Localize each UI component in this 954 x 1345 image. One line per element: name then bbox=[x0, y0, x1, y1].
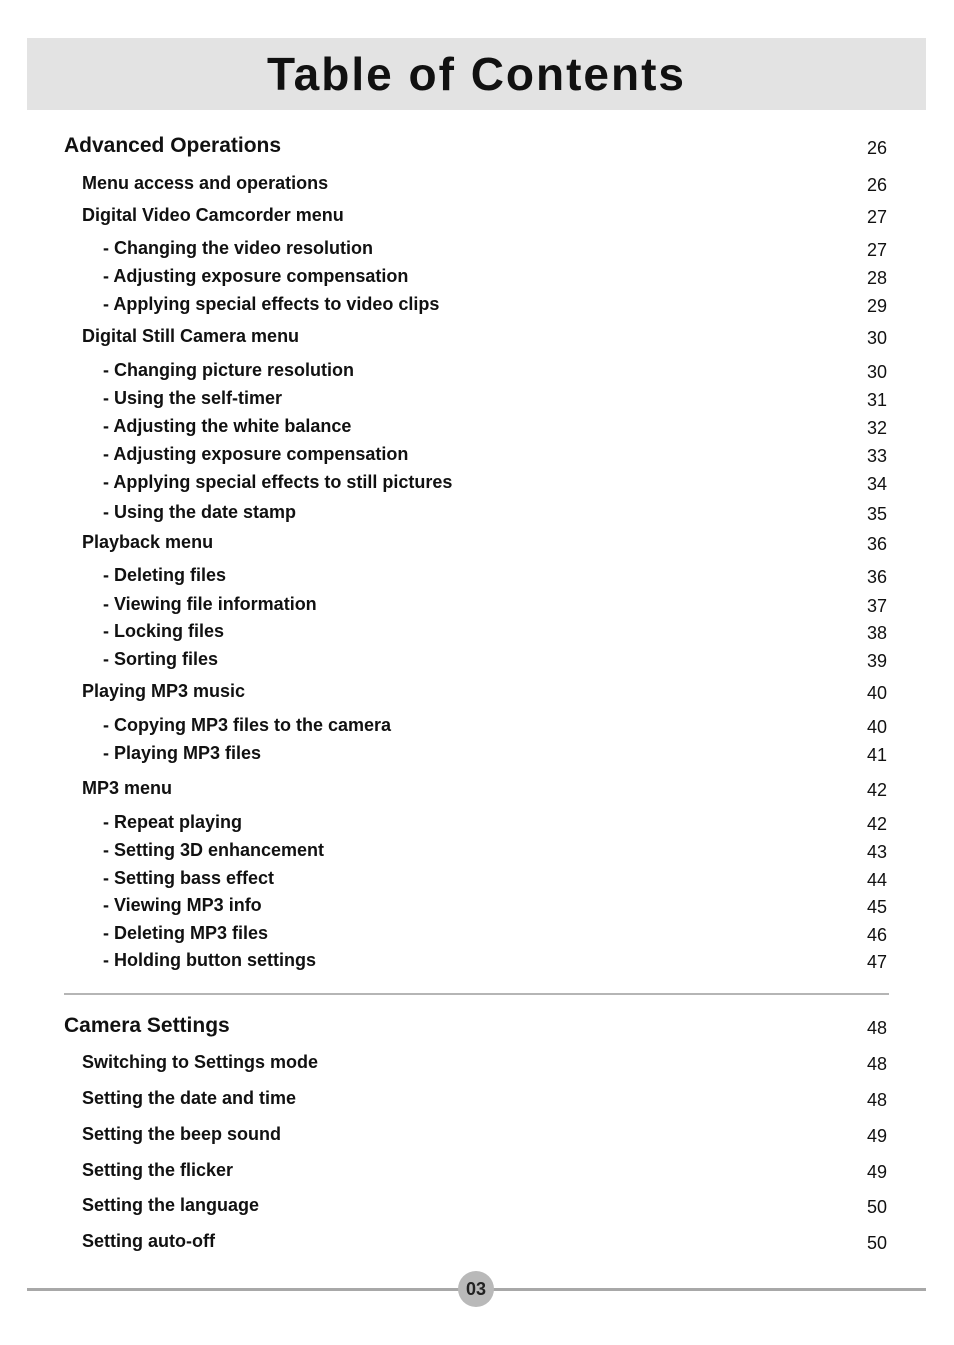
toc-subentry[interactable] bbox=[0, 812, 954, 838]
section-divider bbox=[64, 993, 889, 995]
toc-page-number: 36 bbox=[866, 534, 887, 554]
toc-subentry[interactable] bbox=[0, 472, 954, 498]
page-number-badge: 03 bbox=[458, 1271, 494, 1307]
toc-entry[interactable] bbox=[0, 681, 954, 707]
toc-entry[interactable] bbox=[0, 532, 954, 558]
toc-entry-label: Digital Still Camera menu bbox=[82, 326, 300, 346]
toc-entry-label: - Sorting files bbox=[103, 649, 219, 669]
toc-page-number: 50 bbox=[866, 1197, 887, 1217]
toc-entry-label: - Copying MP3 files to the camera bbox=[103, 715, 392, 735]
toc-page-number: 44 bbox=[866, 870, 887, 890]
toc-page-number: 26 bbox=[866, 138, 887, 158]
toc-page-number: 50 bbox=[866, 1233, 887, 1253]
toc-page-number: 36 bbox=[866, 567, 887, 587]
toc-subentry[interactable] bbox=[0, 895, 954, 921]
toc-page-number: 42 bbox=[866, 780, 887, 800]
page-title: Table of Contents bbox=[266, 48, 687, 100]
toc-page-number: 27 bbox=[866, 240, 887, 260]
toc-entry[interactable] bbox=[0, 173, 954, 199]
toc-page-number: 29 bbox=[866, 296, 887, 316]
toc-entry[interactable] bbox=[0, 1052, 954, 1078]
toc-page-number: 40 bbox=[866, 683, 887, 703]
toc-page-number: 30 bbox=[866, 362, 887, 382]
toc-subentry[interactable] bbox=[0, 416, 954, 442]
toc-entry-label: - Adjusting exposure compensation bbox=[103, 266, 409, 286]
toc-page-number: 49 bbox=[866, 1126, 887, 1146]
toc-page-number: 26 bbox=[866, 175, 887, 195]
toc-entry-label: Digital Video Camcorder menu bbox=[82, 205, 344, 225]
toc-subentry[interactable] bbox=[0, 565, 954, 591]
toc-subentry[interactable] bbox=[0, 649, 954, 675]
toc-entry-label: Playback menu bbox=[82, 532, 214, 552]
toc-subentry[interactable] bbox=[0, 444, 954, 470]
toc-entry-label: Setting the language bbox=[82, 1195, 260, 1215]
toc-page-number: 30 bbox=[866, 328, 887, 348]
toc-entry-label: - Adjusting the white balance bbox=[103, 416, 352, 436]
toc-page-number: 46 bbox=[866, 925, 887, 945]
toc-page-number: 38 bbox=[866, 623, 887, 643]
toc-page-number: 41 bbox=[866, 745, 887, 765]
toc-page-number: 35 bbox=[866, 504, 887, 524]
toc-section-heading[interactable] bbox=[0, 1016, 954, 1042]
toc-page-number: 39 bbox=[866, 651, 887, 671]
toc-page-number: 43 bbox=[866, 842, 887, 862]
toc-subentry[interactable] bbox=[0, 621, 954, 647]
toc-entry[interactable] bbox=[0, 1231, 954, 1257]
toc-subentry[interactable] bbox=[0, 923, 954, 949]
toc-entry[interactable] bbox=[0, 1088, 954, 1114]
toc-subentry[interactable] bbox=[0, 266, 954, 292]
toc-subentry[interactable] bbox=[0, 360, 954, 386]
toc-page-number: 34 bbox=[866, 474, 887, 494]
toc-entry-label: - Using the self-timer bbox=[103, 388, 283, 408]
toc-subentry[interactable] bbox=[0, 868, 954, 894]
toc-subentry[interactable] bbox=[0, 840, 954, 866]
toc-entry-label: Camera Settings bbox=[64, 1014, 230, 1037]
toc-entry-label: - Viewing file information bbox=[103, 594, 317, 614]
toc-entry[interactable] bbox=[0, 1160, 954, 1186]
toc-subentry[interactable] bbox=[0, 294, 954, 320]
toc-subentry[interactable] bbox=[0, 950, 954, 976]
toc-page-number: 48 bbox=[866, 1090, 887, 1110]
toc-page-number: 37 bbox=[866, 596, 887, 616]
toc-entry-label: - Using the date stamp bbox=[103, 502, 297, 522]
toc-entry[interactable] bbox=[0, 1195, 954, 1221]
toc-page-number: 45 bbox=[866, 897, 887, 917]
toc-entry-label: - Locking files bbox=[103, 621, 225, 641]
toc-page-number: 31 bbox=[866, 390, 887, 410]
toc-page-number: 48 bbox=[866, 1018, 887, 1038]
toc-entry-label: - Setting bass effect bbox=[103, 868, 275, 888]
toc-entry-label: Setting the date and time bbox=[82, 1088, 297, 1108]
toc-page-number: 32 bbox=[866, 418, 887, 438]
toc-entry[interactable] bbox=[0, 326, 954, 352]
toc-entry[interactable] bbox=[0, 1124, 954, 1150]
toc-entry-label: - Applying special effects to still pictures bbox=[103, 472, 453, 492]
toc-entry-label: - Changing picture resolution bbox=[103, 360, 354, 380]
toc-entry-label: Setting the flicker bbox=[82, 1160, 234, 1180]
toc-entry-label: - Deleting MP3 files bbox=[103, 923, 269, 943]
toc-subentry[interactable] bbox=[0, 715, 954, 741]
toc-page-number: 47 bbox=[866, 952, 887, 972]
toc-entry-label: Setting the beep sound bbox=[82, 1124, 282, 1144]
toc-page-number: 49 bbox=[866, 1162, 887, 1182]
toc-entry-label: - Repeat playing bbox=[103, 812, 243, 832]
toc-entry-label: - Deleting files bbox=[103, 565, 227, 585]
title-banner bbox=[27, 38, 926, 110]
toc-entry-label: Switching to Settings mode bbox=[82, 1052, 319, 1072]
toc-entry-label: Setting auto-off bbox=[82, 1231, 215, 1251]
toc-page-number: 33 bbox=[866, 446, 887, 466]
toc-entry-label: Menu access and operations bbox=[82, 173, 329, 193]
toc-entry-label: Advanced Operations bbox=[64, 134, 282, 157]
toc-page-number: 27 bbox=[866, 207, 887, 227]
toc-entry-label: - Changing the video resolution bbox=[103, 238, 373, 258]
toc-entry-label: - Viewing MP3 info bbox=[103, 895, 262, 915]
toc-page-number: 48 bbox=[866, 1054, 887, 1074]
toc-subentry[interactable] bbox=[0, 388, 954, 414]
toc-page-number: 28 bbox=[866, 268, 887, 288]
toc-entry[interactable] bbox=[0, 778, 954, 804]
toc-subentry[interactable] bbox=[0, 594, 954, 620]
toc-section-heading[interactable] bbox=[0, 136, 954, 162]
toc-entry-label: - Setting 3D enhancement bbox=[103, 840, 325, 860]
toc-entry-label: - Applying special effects to video clips bbox=[103, 294, 440, 314]
toc-subentry[interactable] bbox=[0, 502, 954, 528]
toc-page-number: 42 bbox=[866, 814, 887, 834]
toc-entry-label: Playing MP3 music bbox=[82, 681, 246, 701]
toc-page-number: 40 bbox=[866, 717, 887, 737]
toc-subentry[interactable] bbox=[0, 238, 954, 264]
toc-entry-label: MP3 menu bbox=[82, 778, 173, 798]
toc-entry[interactable] bbox=[0, 205, 954, 231]
toc-entry-label: - Holding button settings bbox=[103, 950, 316, 970]
toc-subentry[interactable] bbox=[0, 743, 954, 769]
toc-entry-label: - Playing MP3 files bbox=[103, 743, 262, 763]
toc-entry-label: - Adjusting exposure compensation bbox=[103, 444, 409, 464]
